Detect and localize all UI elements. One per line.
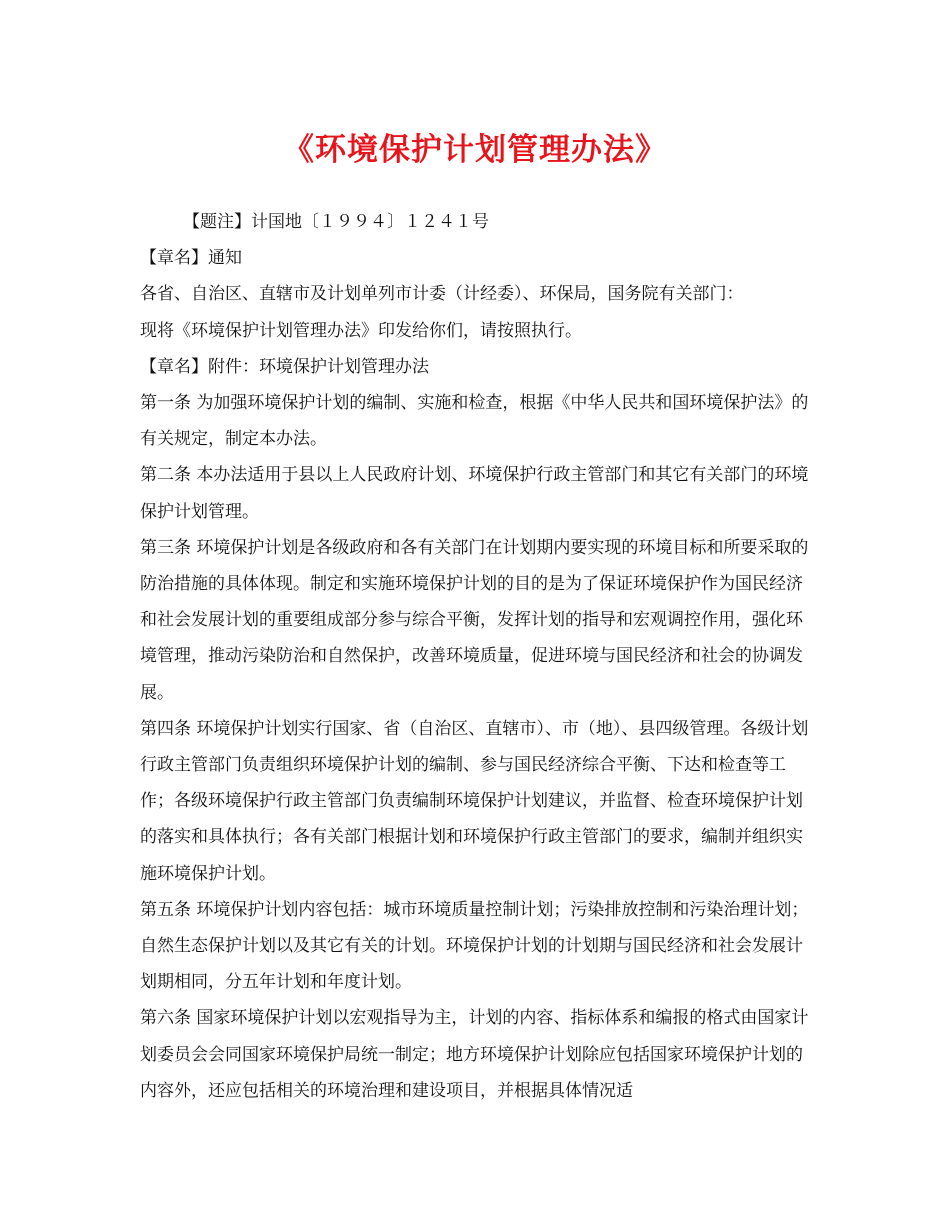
paragraph-note: 【题注】计国地〔１９９４〕１２４１号 bbox=[183, 212, 489, 232]
paragraph-article-6: 第六条 国家环境保护计划以宏观指导为主，计划的内容、指标体系和编报的格式由国家计划委员会会同国家环境保护局统一制定；地方环境保护计划除应包括国家环境保护计划的内容外，还应包括相关的环境治理和建设项目，并根据具体情况适 bbox=[140, 1008, 809, 1101]
document-title: 《环境保护计划管理办法》 bbox=[283, 132, 667, 168]
paragraph-article-2: 第二条 本办法适用于县以上人民政府计划、环境保护行政主管部门和其它有关部门的环境保护计划管理。 bbox=[140, 465, 809, 522]
paragraph-article-5: 第五条 环境保护计划内容包括：城市环境质量控制计划；污染排放控制和污染治理计划；自然生态保护计划以及其它有关的计划。环境保护计划的计划期与国民经济和社会发展计划期相同，分五年计划和年度计划。 bbox=[140, 899, 809, 993]
paragraph-article-1: 第一条 为加强环境保护计划的编制、实施和检查，根据《中华人民共和国环境保护法》的有关规定，制定本办法。 bbox=[140, 393, 809, 450]
paragraph-chapter-annex: 【章名】附件：环境保护计划管理办法 bbox=[140, 356, 429, 377]
paragraph-addressees: 各省、自治区、直辖市及计划单列市计委（计经委）、环保局，国务院有关部门： bbox=[140, 284, 744, 305]
document-body bbox=[140, 204, 812, 1109]
paragraph-article-3: 第三条 环境保护计划是各级政府和各有关部门在计划期内要实现的环境目标和所要采取的防治措施的具体体现。制定和实施环境保护计划的目的是为了保证环境保护作为国民经济和社会发展计划的重要组成部分参与综合平衡，发挥计划的指导和宏观调控作用，强化环境管理，推动污染防治和自然保护，改善环境质量，促进环境与国民经济和社会的协调发展。 bbox=[140, 537, 809, 703]
paragraph-issue: 现将《环境保护计划管理办法》印发给你们，请按照执行。 bbox=[140, 320, 582, 341]
paragraph-article-4: 第四条 环境保护计划实行国家、省（自治区、直辖市）、市（地）、县四级管理。各级计划行政主管部门负责组织环境保护计划的编制、参与国民经济综合平衡、下达和检查等工作；各级环境保护行政主管部门负责编制环境保护计划建议，并监督、检查环境保护计划的落实和具体执行；各有关部门根据计划和环境保护行政主管部门的要求，编制并组织实施环境保护计划。 bbox=[140, 718, 809, 884]
paragraph-chapter-notice: 【章名】通知 bbox=[140, 248, 242, 269]
